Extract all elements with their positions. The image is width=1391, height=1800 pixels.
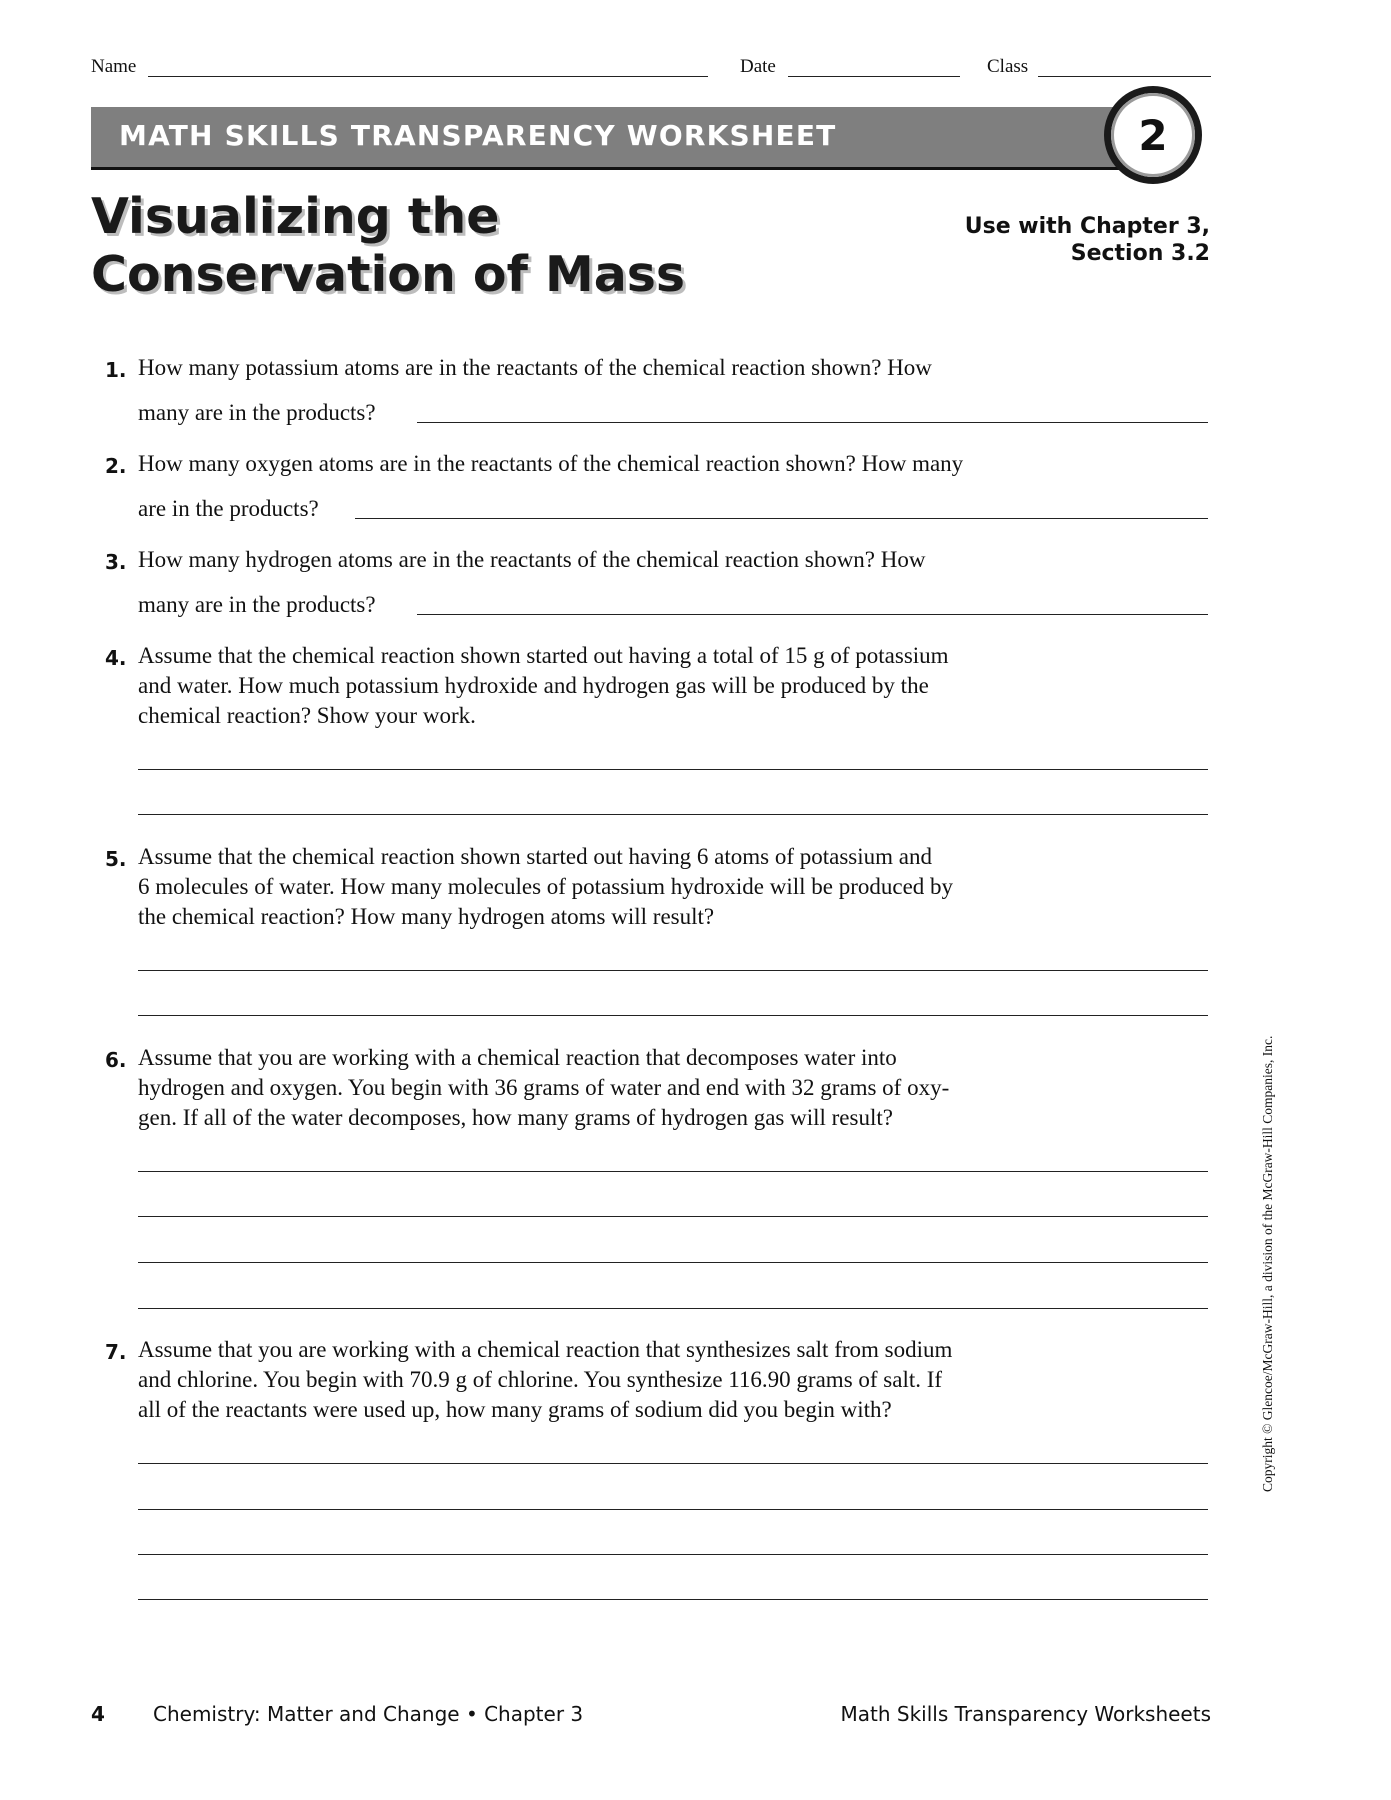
answer-line[interactable] — [138, 769, 1208, 770]
footer-book-title: Chemistry: Matter and Change • Chapter 3 — [153, 1702, 584, 1726]
footer-series-title: Math Skills Transparency Worksheets — [840, 1702, 1211, 1726]
question-number: 1. — [105, 358, 127, 382]
question-text-line-2: many are in the products? — [138, 400, 376, 425]
title-line-1: Visualizing the — [91, 188, 500, 245]
worksheet-number: 2 — [1111, 93, 1195, 177]
question-text-line-2: and chlorine. You begin with 70.9 g of chlorine. You synthesize 116.90 grams of salt. If — [138, 1367, 943, 1392]
question-text-line-3: the chemical reaction? How many hydrogen atoms will result? — [138, 904, 715, 929]
answer-line[interactable] — [138, 1554, 1208, 1555]
name-label: Name — [91, 56, 137, 77]
class-field[interactable] — [1038, 76, 1211, 77]
answer-line[interactable] — [417, 422, 1208, 423]
answer-line[interactable] — [138, 1015, 1208, 1016]
question-text-line-3: chemical reaction? Show your work. — [138, 703, 476, 728]
date-label: Date — [740, 56, 776, 77]
question-number: 5. — [105, 847, 127, 871]
question-text-line-3: gen. If all of the water decomposes, how many grams of hydrogen gas will result? — [138, 1105, 893, 1130]
title-line-2: Conservation of Mass — [91, 246, 686, 303]
question-text-line-1: How many oxygen atoms are in the reactants of the chemical reaction shown? How many — [138, 451, 964, 476]
chapter-ref-line-2: Section 3.2 — [1070, 241, 1210, 266]
worksheet-banner — [91, 107, 1141, 170]
question-number: 3. — [105, 550, 127, 574]
date-field[interactable] — [788, 76, 960, 77]
copyright-notice: Copyright © Glencoe/McGraw-Hill, a division of the McGraw-Hill Companies, Inc. — [1260, 1035, 1275, 1492]
question-text-line-1: Assume that the chemical reaction shown started out having 6 atoms of potassium and — [138, 844, 932, 869]
question-text-line-1: Assume that the chemical reaction shown started out having a total of 15 g of potassium — [138, 643, 949, 668]
chapter-reference — [965, 213, 1210, 267]
question-text-line-2: hydrogen and oxygen. You begin with 36 grams of water and end with 32 grams of oxy- — [138, 1075, 950, 1100]
question-number: 4. — [105, 646, 127, 670]
banner-title: MATH SKILLS TRANSPARENCY WORKSHEET — [119, 119, 837, 152]
question-number: 7. — [105, 1340, 127, 1364]
question-text-line-1: Assume that you are working with a chemical reaction that synthesizes salt from sodium — [138, 1337, 953, 1362]
question-text-line-2: are in the products? — [138, 496, 319, 521]
page-number: 4 — [91, 1702, 105, 1726]
question-text-line-1: How many potassium atoms are in the reactants of the chemical reaction shown? How — [138, 355, 932, 380]
answer-line[interactable] — [138, 1463, 1208, 1464]
name-field[interactable] — [148, 76, 708, 77]
answer-line[interactable] — [355, 518, 1208, 519]
answer-line[interactable] — [138, 1216, 1208, 1217]
question-text-line-3: all of the reactants were used up, how many grams of sodium did you begin with? — [138, 1397, 892, 1422]
question-number: 6. — [105, 1048, 127, 1072]
question-text-line-1: How many hydrogen atoms are in the reactants of the chemical reaction shown? How — [138, 547, 926, 572]
answer-line[interactable] — [138, 1171, 1208, 1172]
class-label: Class — [987, 56, 1029, 77]
answer-line[interactable] — [138, 1262, 1208, 1263]
answer-line[interactable] — [138, 1509, 1208, 1510]
question-text-line-2: 6 molecules of water. How many molecules of potassium hydroxide will be produced by — [138, 874, 954, 899]
answer-line[interactable] — [138, 1308, 1208, 1309]
worksheet-number-badge — [1104, 86, 1202, 184]
page-title — [91, 188, 685, 304]
chapter-ref-line-1: Use with Chapter 3, — [964, 214, 1210, 239]
answer-line[interactable] — [138, 814, 1208, 815]
answer-line[interactable] — [138, 970, 1208, 971]
question-number: 2. — [105, 454, 127, 478]
question-text-line-2: many are in the products? — [138, 592, 376, 617]
question-text-line-1: Assume that you are working with a chemical reaction that decomposes water into — [138, 1045, 897, 1070]
answer-line[interactable] — [417, 614, 1208, 615]
answer-line[interactable] — [138, 1599, 1208, 1600]
question-text-line-2: and water. How much potassium hydroxide and hydrogen gas will be produced by the — [138, 673, 929, 698]
